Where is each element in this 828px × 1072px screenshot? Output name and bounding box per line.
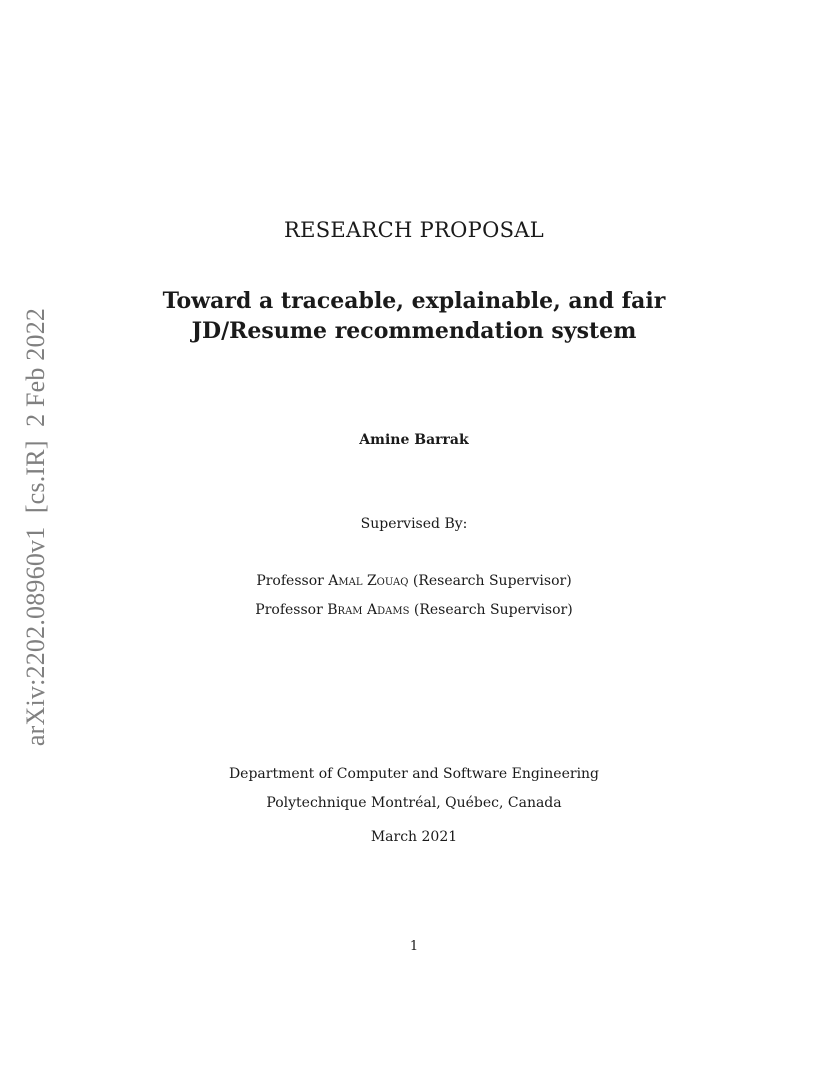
department: Department of Computer and Software Engineering: [228, 766, 600, 782]
supervisor-prefix: Professor: [256, 573, 324, 589]
supervisor-prefix: Professor: [255, 602, 323, 618]
title-line-2: JD/Resume recommendation system: [191, 318, 637, 344]
institution: Polytechnique Montréal, Québec, Canada: [266, 795, 562, 811]
title-line-1: Toward a traceable, explainable, and fair: [162, 288, 666, 314]
supervisor-line-1: [0, 573, 828, 589]
supervisor-role: (Research Supervisor): [413, 602, 573, 618]
document-type: RESEARCH PROPOSAL: [284, 218, 544, 242]
supervisor-last-name: Adams: [366, 602, 410, 618]
supervisor-line-2: [0, 602, 828, 618]
date: March 2021: [370, 829, 458, 845]
author-name: Amine Barrak: [359, 432, 469, 448]
page-number: 1: [409, 939, 419, 954]
supervisor-last-name: Zouaq: [366, 573, 409, 589]
supervisor-first-name: Bram: [327, 602, 363, 618]
supervised-by-label: Supervised By:: [360, 516, 468, 532]
supervisor-role: (Research Supervisor): [412, 573, 572, 589]
supervisor-first-name: Amal: [328, 573, 363, 589]
arxiv-identifier: arXiv:2202.08960v1 [cs.IR] 2 Feb 2022: [21, 307, 50, 747]
